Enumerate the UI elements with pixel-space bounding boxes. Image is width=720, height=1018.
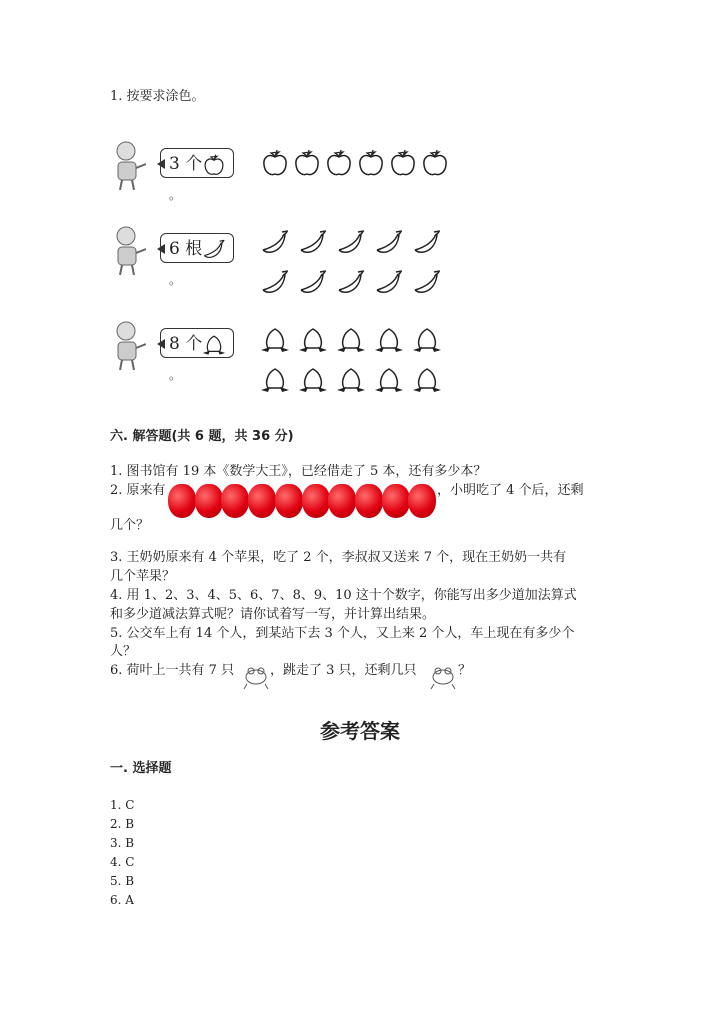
- bubble-prompt: 6 根: [169, 239, 203, 259]
- answer-item: 3. B: [110, 836, 135, 850]
- frog-icon: [243, 664, 269, 690]
- red-apple-icon: [408, 484, 436, 518]
- peach-icon: [202, 333, 226, 357]
- q3-text-b: 几个苹果？: [110, 569, 176, 584]
- bubble-prompt: 8 个: [169, 334, 203, 354]
- peach-icon: [374, 325, 404, 355]
- banana-icon: [202, 238, 226, 262]
- answer-item: 6. A: [110, 893, 134, 907]
- banana-icon: [336, 268, 366, 298]
- q4-text-a: 4. 用 1、2、3、4、5、6、7、8、9、10 这十个数字，你能写出多少道加法算式: [110, 588, 577, 603]
- frog-icon: [430, 664, 456, 690]
- answer-item: 4. C: [110, 855, 135, 869]
- q5-text-b: 人？: [110, 644, 137, 659]
- apple-icon: [356, 148, 386, 178]
- apple-icon: [292, 148, 322, 178]
- banana-icon: [298, 268, 328, 298]
- bubble-suffix: 。: [169, 188, 182, 202]
- banana-icon: [412, 228, 442, 258]
- red-apple-icon: [195, 484, 223, 518]
- child-illustration: [110, 225, 146, 275]
- q6-text-c: ？: [458, 663, 472, 678]
- apple-icon: [260, 148, 290, 178]
- peach-icon: [260, 325, 290, 355]
- peach-icon: [298, 365, 328, 395]
- answer-item: 5. B: [110, 874, 135, 888]
- red-apple-icon: [328, 484, 356, 518]
- peach-icon: [374, 365, 404, 395]
- bubble-suffix: 。: [169, 368, 182, 382]
- q2-text-b: ，小明吃了 4 个后，还剩: [437, 483, 584, 498]
- q2-text-a: 2. 原来有: [110, 483, 166, 498]
- peach-icon: [412, 365, 442, 395]
- red-apple-icon: [355, 484, 383, 518]
- peach-icon: [412, 325, 442, 355]
- q2-text-c: 几个？: [110, 518, 150, 533]
- bubble-prompt: 3 个: [169, 154, 203, 174]
- red-apple-icon: [275, 484, 303, 518]
- q6-text-b: ，跳走了 3 只，还剩几只: [270, 663, 417, 678]
- red-apple-icon: [248, 484, 276, 518]
- speech-bubble: [160, 148, 234, 202]
- q1-text: 1. 图书馆有 19 本《数学大王》，已经借走了 5 本，还有多少本？: [110, 464, 487, 479]
- speech-bubble: [160, 233, 234, 287]
- banana-icon: [336, 228, 366, 258]
- peach-icon: [336, 365, 366, 395]
- question-title: 1. 按要求涂色。: [110, 89, 205, 104]
- child-illustration: [110, 320, 146, 370]
- peach-icon: [260, 365, 290, 395]
- bubble-suffix: 。: [169, 273, 182, 287]
- apple-icon: [388, 148, 418, 178]
- speech-bubble: [160, 328, 234, 382]
- q6-text-a: 6. 荷叶上一共有 7 只: [110, 663, 235, 678]
- answers-section: 一. 选择题: [110, 761, 172, 776]
- peach-icon: [298, 325, 328, 355]
- red-apple-icon: [168, 484, 196, 518]
- q3-text-a: 3. 王奶奶原来有 4 个苹果，吃了 2 个，李叔叔又送来 7 个，现在王奶奶一共有: [110, 550, 567, 565]
- apple-icon: [324, 148, 354, 178]
- banana-icon: [374, 268, 404, 298]
- answer-item: 2. B: [110, 817, 135, 831]
- peach-icon: [336, 325, 366, 355]
- banana-icon: [374, 228, 404, 258]
- banana-icon: [298, 228, 328, 258]
- banana-icon: [260, 228, 290, 258]
- q4-text-b: 和多少道减法算式呢？请你试着写一写，并计算出结果。: [110, 607, 436, 622]
- red-apple-icon: [382, 484, 410, 518]
- red-apple-icon: [302, 484, 330, 518]
- apple-icon: [420, 148, 450, 178]
- q5-text-a: 5. 公交车上有 14 个人，到某站下去 3 个人，又上来 2 个人，车上现在有多少个: [110, 626, 575, 641]
- red-apple-icon: [221, 484, 249, 518]
- banana-icon: [260, 268, 290, 298]
- section-heading: 六. 解答题(共 6 题，共 36 分): [110, 429, 294, 444]
- child-illustration: [110, 140, 146, 190]
- answer-item: 1. C: [110, 798, 135, 812]
- apple-icon: [202, 153, 226, 177]
- banana-icon: [412, 268, 442, 298]
- answers-title: 参考答案: [320, 719, 400, 743]
